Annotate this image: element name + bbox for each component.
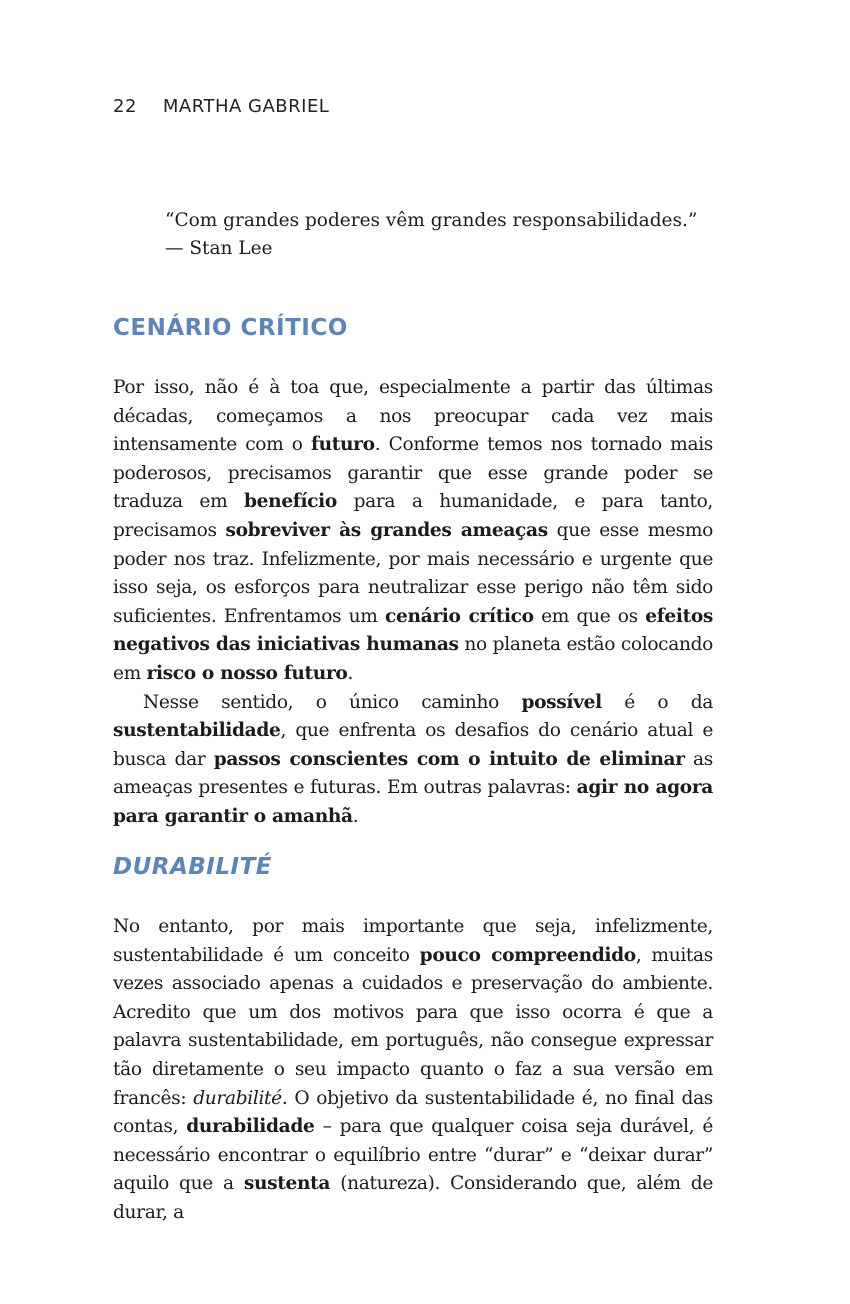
page-number: 22 (113, 96, 137, 117)
text-run: No entanto, por mais importante que seja, infelizmente, sustentabilidade é um conceito (113, 916, 713, 966)
paragraph (113, 913, 713, 1228)
paragraph (113, 689, 713, 832)
text-run: . Conforme temos nos tornado mais poderosos, precisamos garantir que esse grande poder se traduza em (113, 434, 713, 513)
text-run: – para que qualquer coisa seja durável, é necessário encontrar o equilíbrio entre “durar” e “deixar durar” aquilo que a (113, 1116, 713, 1195)
running-header (113, 96, 329, 117)
text-run: as ameaças presentes e futuras. Em outras palavras: (113, 748, 713, 799)
bold-text: risco o nosso futuro (146, 662, 348, 684)
bold-text: futuro (310, 434, 375, 456)
text-run: . (347, 662, 354, 684)
bold-text: cenário crítico (385, 605, 534, 627)
bold-text: pouco compreendido (419, 944, 636, 966)
text-run: Nesse sentido, o único caminho (143, 691, 522, 713)
text-run: no planeta estão colocando em (113, 634, 713, 684)
paragraph (113, 374, 713, 689)
text-run: para a humanidade, e para tanto, precisamos (113, 491, 713, 541)
bold-text: efeitos negativos das iniciativas humanas (113, 605, 714, 656)
bold-text: benefício (244, 491, 337, 513)
italic-text: durabilité (193, 1087, 282, 1109)
bold-text: durabilidade (186, 1116, 315, 1138)
text-run: que esse mesmo poder nos traz. Infelizmente, por mais necessário e urgente que isso seja, os esforços para neutralizar esse perigo não têm sido suficientes. Enfrentamos um (113, 519, 713, 627)
section-body-cenario-critico (113, 374, 713, 832)
text-run: em que os (533, 605, 646, 627)
bold-text: possível (521, 691, 602, 713)
bold-text: sustenta (243, 1173, 331, 1195)
section-body-durabilite (113, 913, 713, 1228)
bold-text: sobreviver às grandes ameaças (225, 519, 548, 541)
text-run: (natureza). Considerando que, além de durar, a (113, 1173, 714, 1223)
author-name: MARTHA GABRIEL (162, 96, 330, 117)
text-run: Por isso, não é à toa que, especialmente a partir das últimas décadas, começamos a nos preocupar cada vez mais intensamente com o (113, 377, 713, 456)
text-run: . O objetivo da sustentabilidade é, no final das contas, (113, 1087, 713, 1138)
section-heading-cenario-critico: CENÁRIO CRÍTICO (113, 315, 348, 341)
epigraph-quote: “Com grandes poderes vêm grandes responsabilidades.” (165, 210, 698, 231)
epigraph-attribution: — Stan Lee (165, 238, 273, 259)
text-run: , que enfrenta os desafios do cenário atual e busca dar (113, 720, 713, 770)
bold-text: passos conscientes com o intuito de eliminar (213, 748, 685, 770)
bold-text: agir no agora para garantir o amanhã (113, 777, 713, 827)
text-run: , muitas vezes associado apenas a cuidados e preservação do ambiente. Acredito que um dos motivos para que isso ocorra é que a palavra sustentabilidade, em português, não consegue expressar tão diretamente o seu impacto quanto o faz a sua versão em francês: (113, 944, 713, 1109)
text-run: é o da (601, 691, 713, 713)
bold-text: sustentabilidade (113, 720, 281, 742)
epigraph (165, 207, 725, 263)
text-run: . (352, 805, 359, 827)
section-heading-durabilite: DURABILITÉ (113, 854, 272, 880)
